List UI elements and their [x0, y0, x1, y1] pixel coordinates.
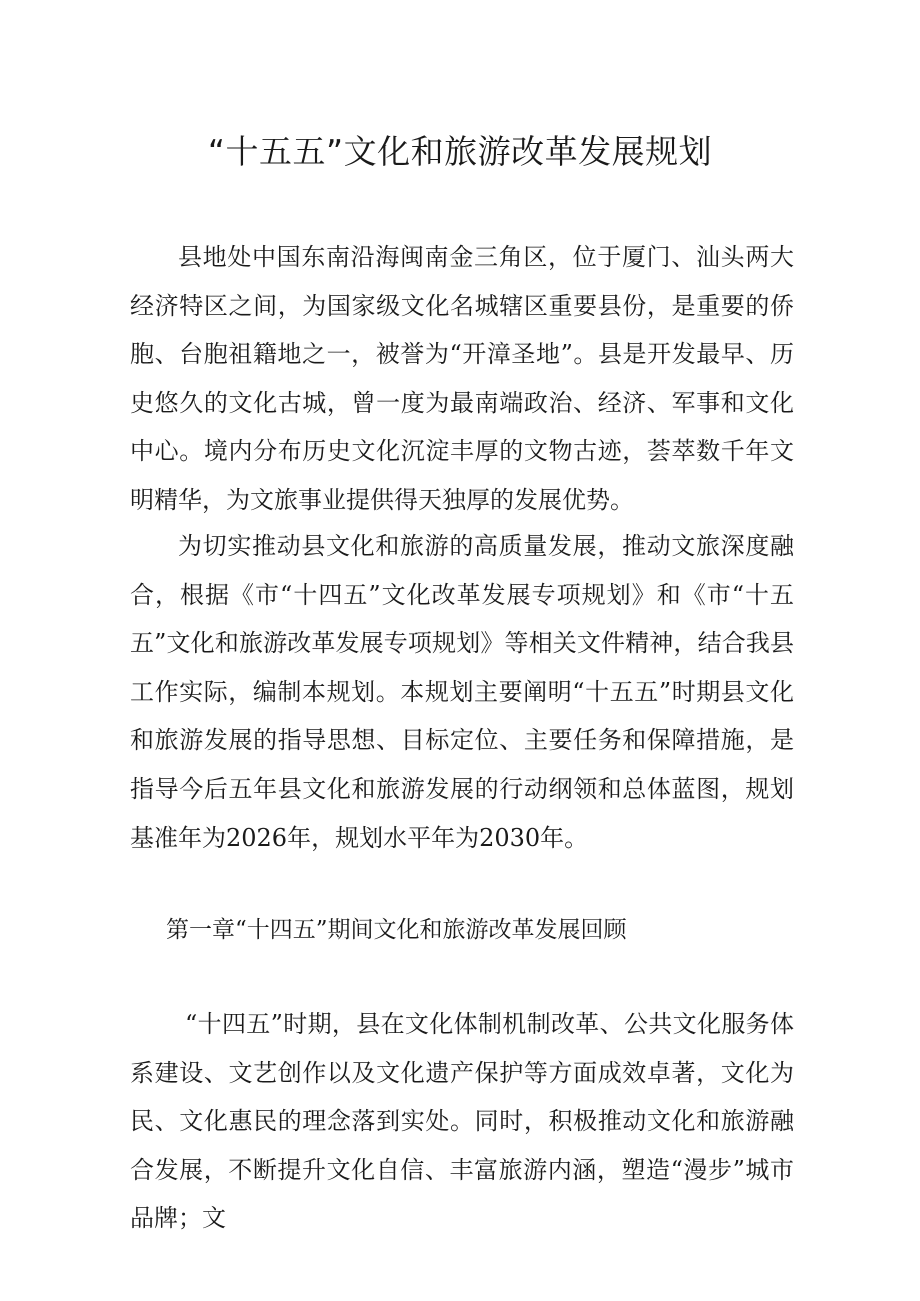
- chapter-heading: 第一章“十四五”期间文化和旅游改革发展回顾: [166, 917, 627, 943]
- chapter-paragraph: “十四五”时期，县在文化体制机制改革、公共文化服务体系建设、文艺创作以及文化遗产保护等方面成效卓著，文化为民、文化惠民的理念落到实处。同时，积极推动文化和旅游融合发展，不断提升文化自信、丰富旅游内涵，塑造“漫步”城市品牌；文: [130, 1010, 794, 1233]
- intro-paragraph: 县地处中国东南沿海闽南金三角区，位于厦门、汕头两大经济特区之间，为国家级文化名城辖区重要县份，是重要的侨胞、台胞祖籍地之一，被誉为“开漳圣地”。县是开发最早、历史悠久的文化古城，曾一度为最南端政治、经济、军事和文化中心。境内分布历史文化沉淀丰厚的文物古迹，荟萃数千年文明精华，为文旅事业提供得天独厚的发展优势。: [130, 243, 794, 514]
- purpose-paragraph: 为切实推动县文化和旅游的高质量发展，推动文旅深度融合，根据《市“十四五”文化改革发展专项规划》和《市“十五五”文化和旅游改革发展专项规划》等相关文件精神，结合我县工作实际，编制本规划。本规划主要阐明“十五五”时期县文化和旅游发展的指导思想、目标定位、主要任务和保障措施，是指导今后五年县文化和旅游发展的行动纲领和总体蓝图，规划基准年为2026年，规划水平年为2030年。: [130, 532, 794, 852]
- document-title: “十五五”文化和旅游改革发展规划: [207, 132, 713, 171]
